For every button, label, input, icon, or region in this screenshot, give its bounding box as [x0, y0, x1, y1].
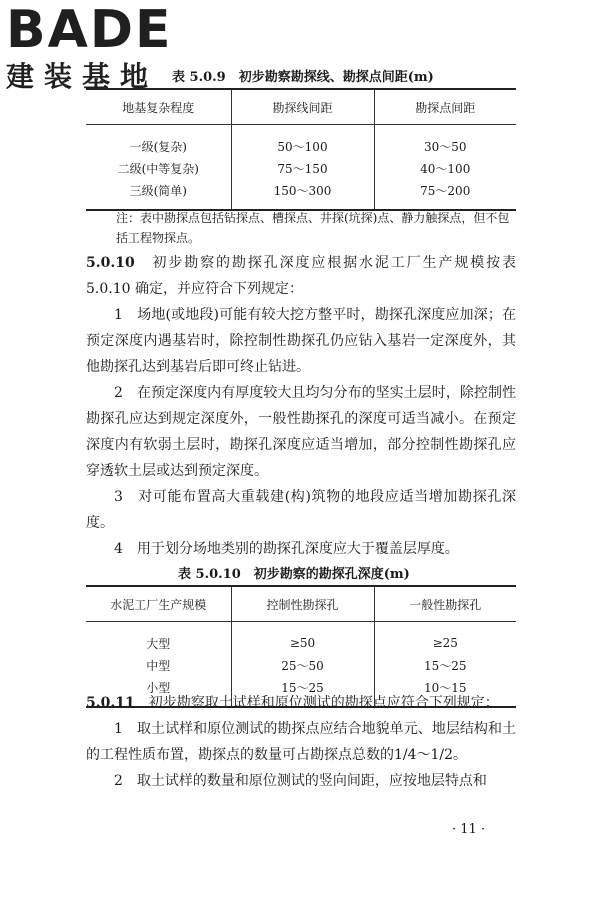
table-cell: 15～25	[374, 654, 516, 676]
header-cell: 勘探点间距	[374, 89, 516, 125]
section-number: 5.0.11	[86, 695, 135, 711]
section-number: 5.0.10	[86, 255, 135, 271]
logo-mark	[6, 2, 176, 58]
section-5-0-11-intro	[86, 690, 516, 716]
table-cell: 15～25	[231, 676, 374, 707]
table-cell: 10～15	[374, 676, 516, 707]
table-cell: 二级(中等复杂)	[117, 161, 199, 176]
clause-1: 1 场地(或地段)可能有较大挖方整平时，勘探孔深度应加深；在预定深度内遇基岩时，除控制性勘探孔仍应钻入基岩一定深度外，其他勘探孔达到基岩后即可终止钻进。	[86, 307, 516, 375]
table-cell: ≥25	[374, 622, 516, 655]
table-5-0-9-note: 注：表中勘探点包括钻探点、槽探点、井探(坑探)点、静力触探点，但不包括工程物探点。	[116, 211, 510, 245]
header-cell: 水泥工厂生产规模	[86, 586, 231, 622]
table-row	[86, 654, 516, 676]
table-cell: 25～50	[231, 654, 374, 676]
header-cell: 控制性勘探孔	[231, 586, 374, 622]
header-cell: 勘探线间距	[231, 89, 374, 125]
section-5-0-10	[86, 250, 516, 562]
table-5-0-10-caption: 表 5.0.10 初步勘察的勘探孔深度(m)	[178, 567, 410, 582]
table-row	[86, 125, 516, 158]
table-5-0-9	[86, 88, 516, 211]
table-cell: 30～50	[374, 125, 516, 158]
clause-3: 3 对可能布置高大重载建(构)筑物的地段应适当增加勘探孔深度。	[86, 489, 516, 531]
table-header-row	[86, 586, 516, 622]
header-cell: 一般性勘探孔	[374, 586, 516, 622]
section-text: 初步勘察取土试样和原位测试的勘探点应符合下列规定：	[148, 695, 499, 711]
logo-subtitle: 建装基地	[6, 60, 159, 93]
table-cell: 中型	[146, 658, 171, 673]
logo	[6, 2, 176, 94]
section-5-0-10-intro	[86, 250, 516, 302]
table-header-row	[86, 89, 516, 125]
table-row	[86, 157, 516, 179]
table-cell: 小型	[146, 680, 171, 695]
table-cell: 一级(复杂)	[129, 139, 187, 154]
page-number: · 11 ·	[452, 822, 486, 837]
header-cell: 地基复杂程度	[86, 89, 231, 125]
table-cell: 75～200	[374, 179, 516, 210]
table-cell: ≥50	[231, 622, 374, 655]
table-cell: 三级(简单)	[129, 183, 187, 198]
table-cell: 大型	[146, 636, 171, 651]
table-row	[86, 622, 516, 655]
table-cell: 40～100	[374, 157, 516, 179]
clause-4: 4 用于划分场地类别的勘探孔深度应大于覆盖层厚度。	[114, 541, 459, 557]
table-cell: 50～100	[231, 125, 374, 158]
table-row	[86, 179, 516, 210]
logo-mark-text: BADE	[6, 0, 173, 60]
table-5-0-9-caption: 表 5.0.9 初步勘察勘探线、勘探点间距(m)	[172, 70, 434, 85]
clause-2: 2 在预定深度内有厚度较大且均匀分布的坚实土层时，除控制性勘探孔应达到规定深度外，一般性勘探孔的深度可适当减小。在预定深度内有软弱土层时，勘探孔深度应适当增加，部分控制性勘探孔应穿透软土层或达到预定深度。	[86, 385, 516, 479]
clause-2: 2 取土试样的数量和原位测试的竖向间距，应按地层特点和	[114, 773, 487, 789]
clause-1: 1 取土试样和原位测试的勘探点应结合地貌单元、地层结构和土的工程性质布置，勘探点的数量可占勘探点总数的1/4～1/2。	[86, 721, 516, 763]
section-5-0-11	[86, 690, 516, 794]
table-cell: 75～150	[231, 157, 374, 179]
section-text: 初步勘察的勘探孔深度应根据水泥工厂生产规模按表 5.0.10 确定，并应符合下列规定：	[86, 255, 517, 297]
table-cell: 150～300	[231, 179, 374, 210]
